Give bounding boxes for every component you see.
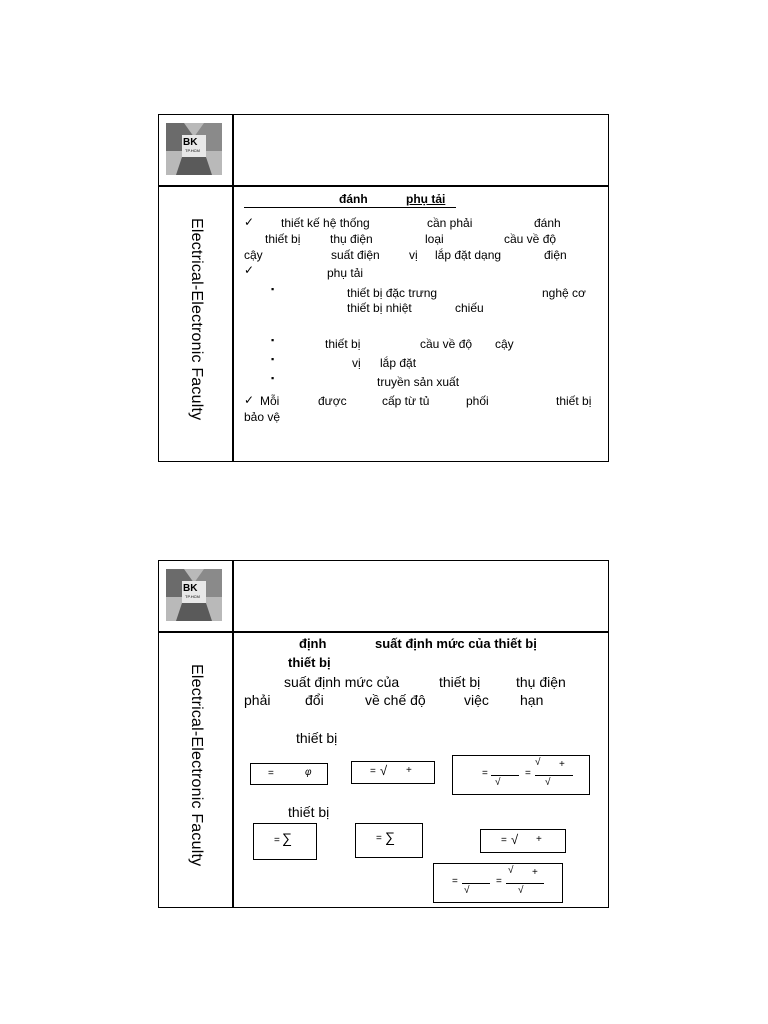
formula-text: = [376,833,382,844]
line-text: đánh [534,216,561,230]
formula-box [355,823,423,858]
fraction-bar [491,775,519,776]
formula-text: = [268,768,274,779]
faculty-label-container [171,645,221,885]
title-part-2: phụ tải [406,192,446,206]
formula-text: = [452,876,458,887]
faculty-label-container [171,199,221,439]
formula-text: √ [518,885,524,896]
fraction-bar [462,883,490,884]
logo-text: BK [183,137,198,148]
formula-box [253,823,317,860]
line-text: thụ điện [516,674,566,690]
line-text: nghệ cơ [542,286,586,300]
slide-2 [158,560,609,908]
line-text: cậy [244,248,263,262]
slide-1 [158,114,609,462]
line-text: truyền sản xuất [377,375,460,389]
faculty-label: Electrical-Electronic Faculty [188,663,205,867]
formula-text: = [525,768,531,779]
slide-2-content [234,633,608,907]
title-text: thiết bị [288,655,331,670]
logo-cell [159,115,232,187]
line-text: loại [425,232,444,246]
formula-text: = [496,876,502,887]
line-text: về chế độ [365,692,426,708]
line-text: cậy [495,337,514,351]
bk-logo [166,123,222,175]
formula-text: + [536,834,542,845]
bullet-icon: ▪ [271,354,275,364]
formula-text: = [501,835,507,846]
title-underline [244,207,456,208]
formula-box [480,829,566,853]
check-icon: ✓ [244,215,255,229]
logo-subtext: TP.HCM [185,594,200,599]
line-text: phải [244,692,271,708]
slide-2-header [234,561,608,633]
line-text: phối [466,394,489,408]
line-text: cầu về độ [420,337,473,351]
title-text: định [299,636,327,651]
slide-1-header [234,115,608,187]
fraction-bar [506,883,544,884]
line-text: thụ điện [330,232,373,246]
line-text: thiết bị nhiệt [347,301,412,315]
line-text: chiếu [455,301,484,315]
line-text: phụ tải [327,266,364,280]
formula-text: = [274,835,280,846]
logo-text: BK [183,583,198,594]
formula-text: φ [305,767,312,778]
section-heading: thiết bị [296,730,338,746]
line-text: Mỗi [260,394,280,408]
line-text: thiết bị [265,232,301,246]
logo-subtext: TP.HCM [185,148,200,153]
check-icon: ✓ [244,263,255,277]
title-part-1: đánh [339,192,368,206]
formula-text: = [370,766,376,777]
bk-logo [166,569,222,621]
formula-box [433,863,563,903]
bullet-icon: ▪ [271,284,275,294]
formula-text: √ [511,832,519,847]
line-text: suất điện [331,248,380,262]
check-icon: ✓ [244,393,255,407]
formula-box [452,755,590,795]
bullet-icon: ▪ [271,373,275,383]
formula-text: √ [535,757,541,768]
line-text: thiết bị đặc trưng [347,286,438,300]
line-text: việc [464,692,489,708]
formula-text: √ [508,865,514,876]
formula-text: = [482,768,488,779]
section-heading: thiết bị [288,804,330,820]
line-text: suất định mức của [284,674,400,690]
formula-text: + [406,765,412,776]
formula-text: √ [495,777,501,788]
formula-box [351,761,435,784]
line-text: vị [409,248,418,262]
line-text: cầu về độ [504,232,557,246]
line-text: lắp đặt [380,356,417,370]
formula-text: ∑ [282,830,292,846]
line-text: cấp từ tủ [382,394,430,408]
faculty-label: Electrical-Electronic Faculty [188,217,205,421]
slide-1-content [234,187,608,461]
formula-text: + [559,759,565,770]
line-text: bảo vệ [244,410,281,424]
line-text: thiết bị [556,394,592,408]
formula-text: ∑ [385,829,395,845]
formula-box [250,763,328,785]
line-text: thiết bị [325,337,361,351]
formula-text: √ [545,777,551,788]
formula-text: √ [464,885,470,896]
line-text: đổi [305,692,324,708]
line-text: vị [352,356,361,370]
line-text: lắp đặt dạng [435,248,502,262]
line-text: thiết bị [439,674,481,690]
formula-text: √ [380,763,388,778]
slide-1-sidebar [159,115,234,461]
line-text: cần phải [427,216,473,230]
line-text: hạn [520,692,544,708]
line-text: được [318,394,347,408]
line-text: điện [544,248,567,262]
fraction-bar [535,775,573,776]
title-text: suất định mức của thiết bị [375,636,537,651]
logo-cell [159,561,232,633]
formula-text: + [532,867,538,878]
line-text: thiết kế hệ thống [281,216,370,230]
slide-2-sidebar [159,561,234,907]
bullet-icon: ▪ [271,335,275,345]
